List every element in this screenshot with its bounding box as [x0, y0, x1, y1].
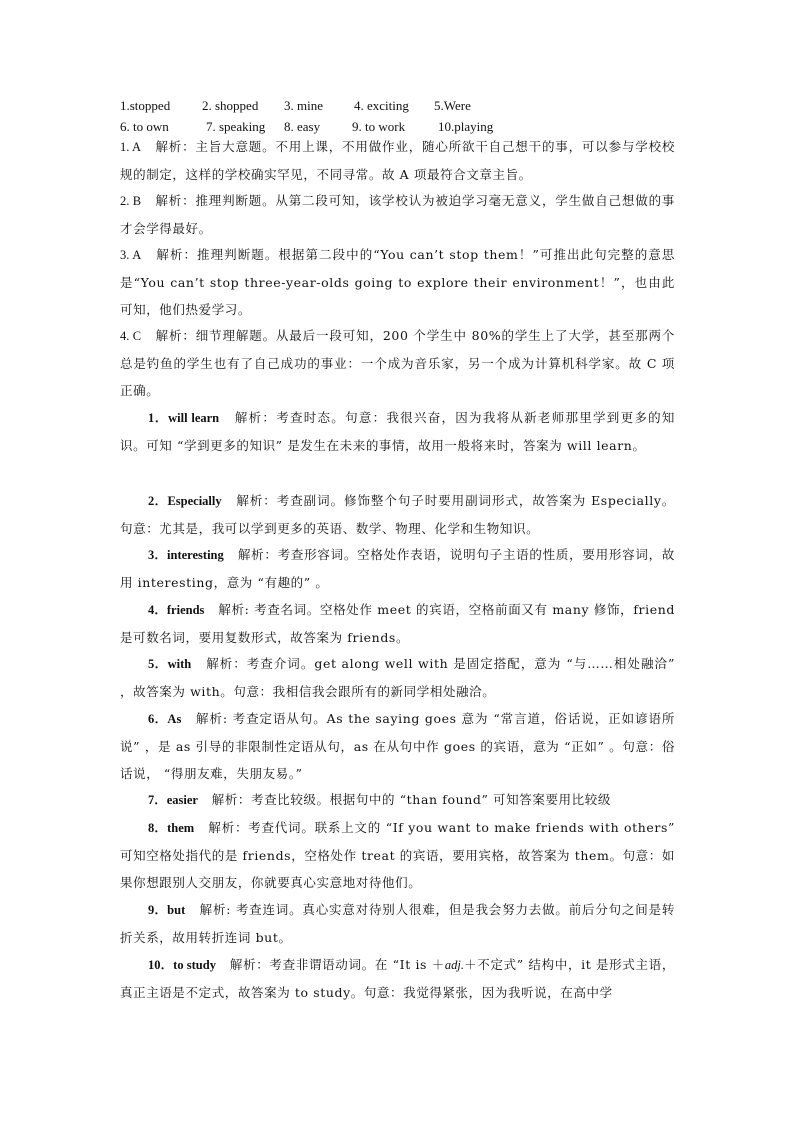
cloze-explanation: 8．them 解析：考查代词。联系上文的 “If you want to make friends with others” 可知空格处指代的是 friends，空格处作 treat 的宾语，要用宾格，故答案为 them。句意：如果你想跟别人交朋友，你就要真心实意地对待他们。	[120, 820, 675, 890]
reading-explanation: 4. C 解析：细节理解题。从最后一段可知，200 个学生中 80%的学生上了大学，甚至那两个总是钓鱼的学生也有了自己成功的事业：一个成为音乐家，另一个成为计算机科学家。故 C 项正确。	[120, 328, 675, 398]
answer-item: 2. shopped	[202, 98, 259, 113]
answer-item: 9. to work	[352, 119, 406, 134]
cloze-explanation: 1．will learn 解析：考查时态。句意：我很兴奋，因为我将从新老师那里学到更多的知识。可知 “学到更多的知识” 是发生在未来的事情，故用一般将来时，答案为 will learn。	[120, 410, 675, 453]
cloze-explanation: 4．friends 解析: 考查名词。空格处作 meet 的宾语，空格前面又有 many 修饰，friend 是可数名词，要用复数形式，故答案为 friends。	[120, 602, 675, 645]
cloze-explanation: 5．with 解析：考查介词。get along well with 是固定搭配，意为 “与……相处融洽” ，故答案为 with。句意：我相信我会跟所有的新同学相处融洽。	[120, 656, 675, 699]
answer-item: 8. easy	[284, 119, 321, 134]
answer-item: 5.Were	[434, 98, 471, 113]
cloze-explanation: 10．to study 解析：考查非谓语动词。在 “It is ＋adj.＋不定式” 结构中，it 是形式主语，真正主语是不定式，故答案为 to study。句意：我觉得紧张，因为我听说，在高中学	[120, 957, 675, 1000]
answer-item: 10.playing	[438, 119, 494, 134]
answer-item: 6. to own	[120, 119, 169, 134]
cloze-explanation: 2．Especially 解析：考查副词。修饰整个句子时要用副词形式，故答案为 Especially。句意：尤其是，我可以学到更多的英语、数学、物理、化学和生物知识。	[120, 493, 675, 536]
cloze-explanation: 3．interesting 解析：考查形容词。空格处作表语，说明句子主语的性质，要用形容词，故用 interesting，意为 “有趣的” 。	[120, 547, 675, 590]
reading-explanation: 2. B 解析：推理判断题。从第二段可知，该学校认为被迫学习毫无意义，学生做自己想做的事才会学得最好。	[120, 193, 675, 236]
cloze-explanation: 6．As 解析: 考查定语从句。As the saying goes 意为 “常言道，俗话说，正如谚语所说” ，是 as 引导的非限制性定语从句，as 在从句中作 goes 的宾语，意为 “正如” 。句意：俗话说， “得朋友难，失朋友易。”	[120, 711, 675, 781]
reading-explanation: 1. A 解析：主旨大意题。不用上课，不用做作业，随心所欲干自己想干的事，可以参与学校校规的制定，这样的学校确实罕见，不同寻常。故 A 项最符合文章主旨。	[120, 139, 675, 182]
reading-explanation: 3. A 解析：推理判断题。根据第二段中的“You can’t stop them！”可推出此句完整的意思是“You can’t stop three-year-olds going to explore their environment！”，也由此可知，他们热爱学习。	[120, 247, 675, 317]
answer-item: 4. exciting	[354, 98, 409, 113]
answer-item: 1.stopped	[120, 98, 171, 113]
answer-item: 3. mine	[284, 98, 323, 113]
cloze-explanation: 9．but 解析: 考查连词。真心实意对待别人很难，但是我会努力去做。前后分句之间是转折关系，故用转折连词 but。	[120, 902, 675, 945]
answer-item: 7. speaking	[206, 119, 266, 134]
cloze-explanation: 7．easier 解析：考查比较级。根据句中的 “than found” 可知答案要用比较级	[148, 792, 611, 807]
